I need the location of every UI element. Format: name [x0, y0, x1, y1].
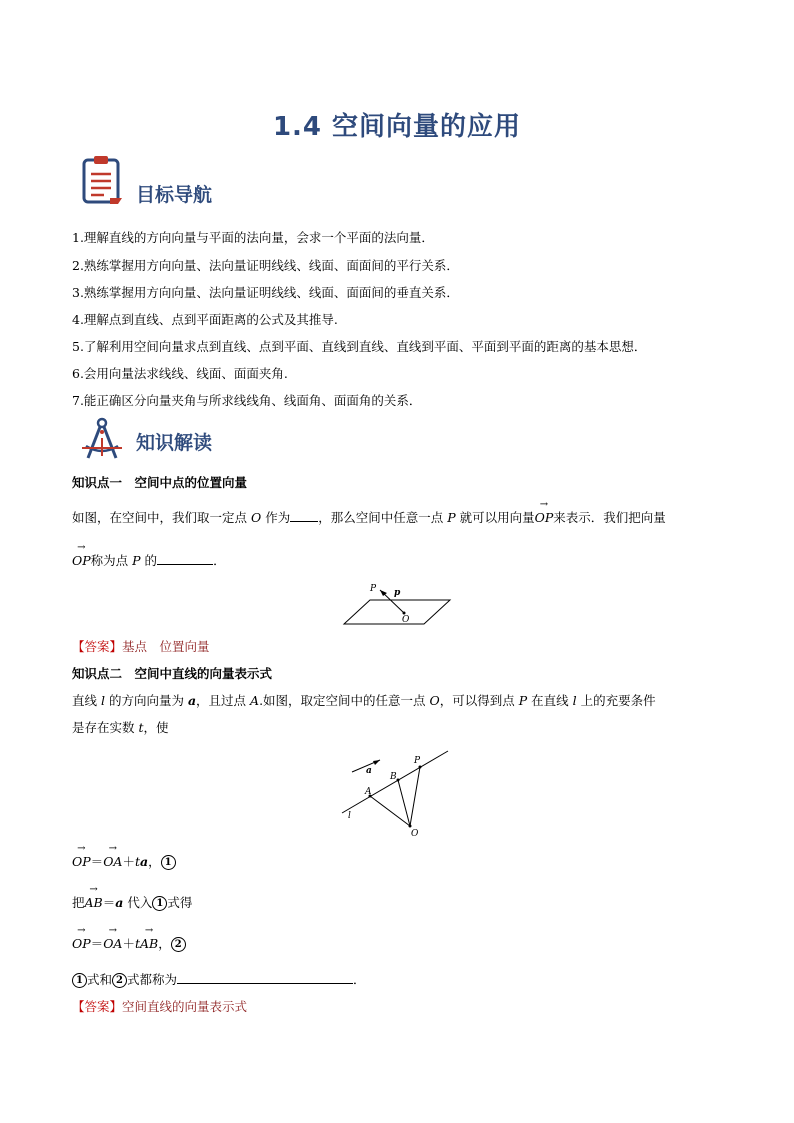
objective-2: 2.熟练掌握用方向向量、法向量证明线线、线面、面面间的平行关系．	[72, 258, 459, 273]
blank-3	[177, 971, 353, 984]
fig2-label-O: O	[411, 829, 419, 838]
section-heading-knowledge: 知识解读	[136, 432, 213, 454]
section-heading-goals: 目标导航	[136, 184, 213, 206]
kp2-paragraph-line2: 是存在实数 t，使	[72, 720, 169, 735]
fig1-label-p: p	[394, 588, 401, 598]
kp1-paragraph-line2: → OP称为点 P 的 ．	[72, 551, 226, 569]
kp2-paragraph-line1: 直线 l 的方向向量为 a，且过点 A.如图，取定空间中的任意一点 O，可以得到点 P 在直线 l 上的充要条件	[72, 693, 656, 708]
fig2-label-P: P	[414, 756, 421, 766]
fig2-label-B: B	[390, 772, 397, 782]
figure-line-vector	[336, 748, 456, 838]
circled-number-1: 1	[161, 855, 176, 870]
objective-1: 1.理解直线的方向向量与平面的法向量，会求一个平面的法向量．	[72, 230, 434, 245]
objective-4: 4.理解点到直线、点到平面距离的公式及其推导.	[72, 312, 338, 327]
fig1-label-O: O	[402, 615, 410, 625]
compass-icon	[80, 416, 124, 464]
fig2-label-A: A	[365, 787, 372, 797]
equation-1: → OP＝→ OA＋ta， 1	[72, 852, 176, 870]
kp1-paragraph-line1: 如图，在空间中，我们取一定点 O 作为 ，那么空间中任意一点 P 就可以用向量→ OP来表示．我们把向量	[72, 508, 666, 526]
blank-1	[290, 509, 318, 522]
circled-number-1: 1	[152, 896, 167, 911]
kp2-answer: 【答案】空间直线的向量表示式	[72, 999, 248, 1014]
circled-number-2: 2	[112, 973, 127, 988]
kp1-answer: 【答案】基点 位置向量	[72, 639, 210, 654]
objective-3: 3.熟练掌握用方向向量、法向量证明线线、线面、面面间的垂直关系．	[72, 285, 459, 300]
fig1-label-P: P	[370, 584, 377, 594]
equation-2: → OP＝→ OA＋t→ AB， 2	[72, 934, 186, 952]
blank-2	[157, 552, 213, 565]
objective-7: 7.能正确区分向量夹角与所求线线角、线面角、面面角的关系．	[72, 393, 422, 408]
kp2-fill-line: 1 式和 2 式都称为 ．	[72, 970, 366, 988]
substitution-line: 把→ AB＝a 代入 1 式得	[72, 893, 192, 911]
fig2-label-a: a	[366, 766, 372, 776]
figure-position-vector	[338, 580, 458, 630]
objective-6: 6.会用向量法求线线、线面、面面夹角.	[72, 366, 288, 381]
circled-number-2: 2	[171, 937, 186, 952]
clipboard-icon	[80, 154, 124, 206]
page-title: 1.4 空间向量的应用	[272, 112, 522, 142]
kp2-heading: 知识点二 空间中直线的向量表示式	[72, 666, 273, 681]
circled-number-1: 1	[72, 973, 87, 988]
objective-5: 5.了解利用空间向量求点到直线、点到平面、直线到直线、直线到平面、平面到平面的距离的基本思想．	[72, 339, 647, 354]
kp1-heading: 知识点一 空间中点的位置向量	[72, 475, 248, 490]
fig2-label-l: l	[348, 811, 351, 821]
